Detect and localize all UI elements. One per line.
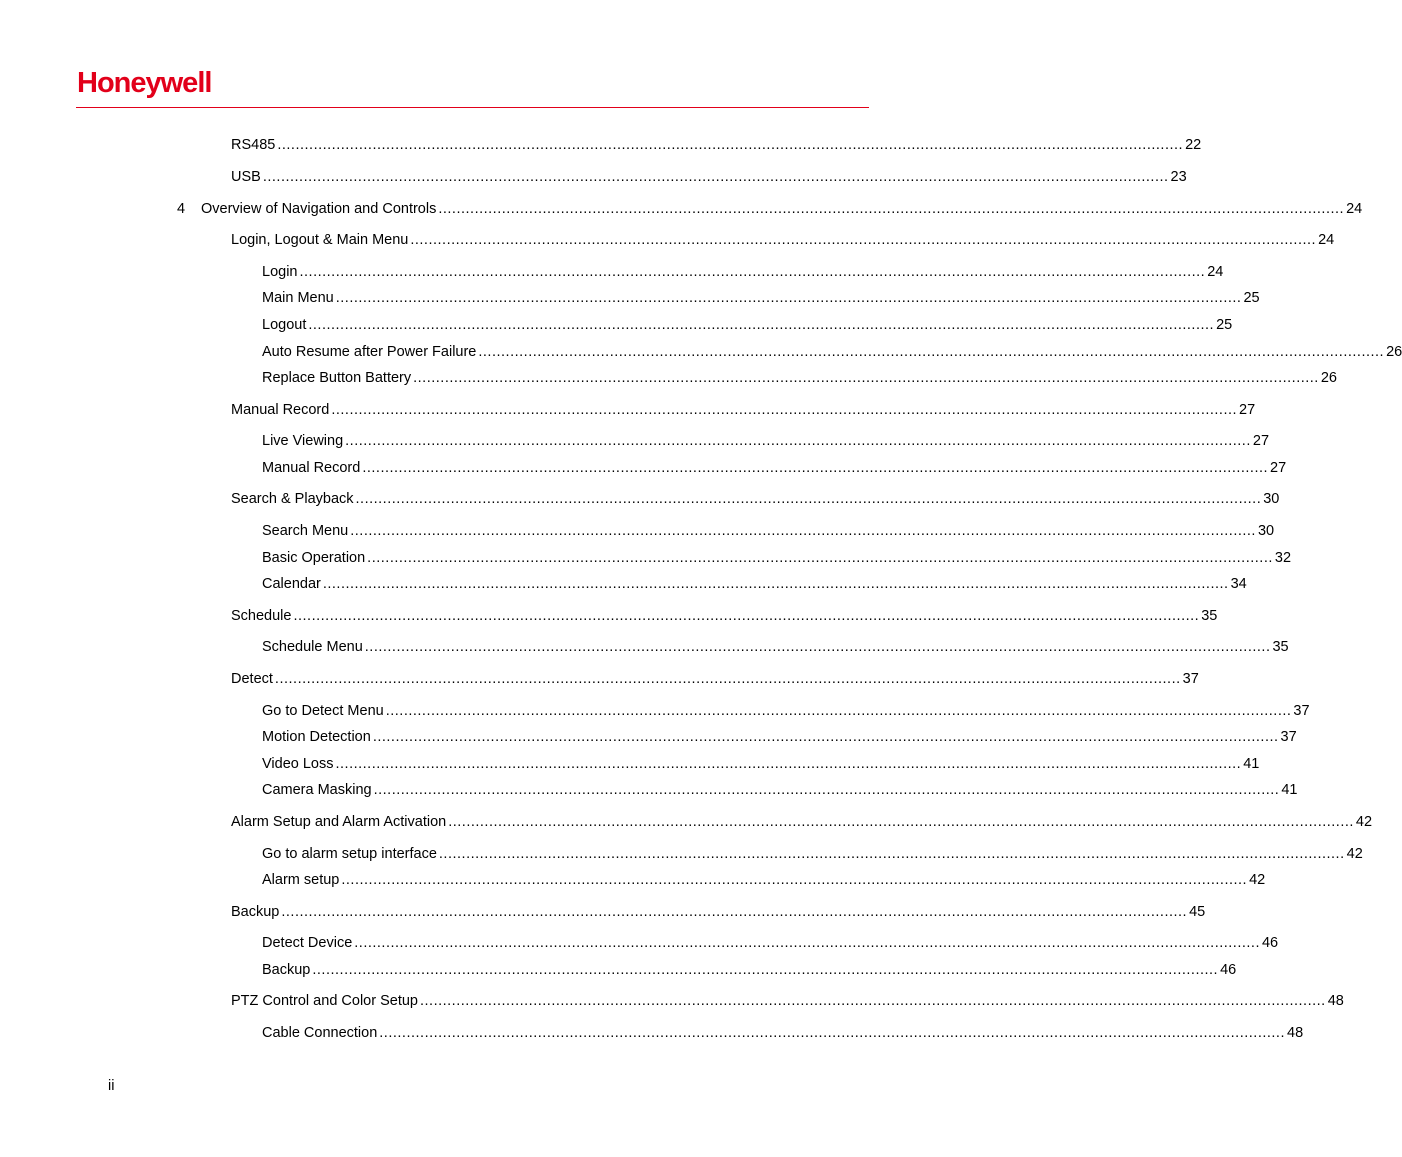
toc-dot-leader: ........................................................................................................................................................................................................ [274, 671, 1181, 687]
toc-entry-title: Cable Connection [262, 1025, 378, 1041]
toc-dot-leader: ........................................................................................................................................................................................................ [364, 639, 1271, 655]
toc-dot-leader: ........................................................................................................................................................................................................ [355, 491, 1262, 507]
toc-entry-title: Motion Detection [262, 729, 371, 745]
toc-page-number: 23 [1170, 169, 1187, 185]
toc-dot-leader: ........................................................................................................................................................................................................ [478, 344, 1385, 360]
toc-dot-leader: ........................................................................................................................................................................................................ [299, 264, 1206, 280]
honeywell-logo: Honeywell [77, 67, 212, 99]
toc-dot-leader: ........................................................................................................................................................................................................ [331, 402, 1238, 418]
toc-entry-title: Replace Button Battery [262, 370, 412, 386]
toc-entry[interactable] [262, 458, 1287, 478]
toc-page-number: 42 [1346, 846, 1363, 862]
toc-dot-leader: ........................................................................................................................................................................................................ [277, 137, 1184, 153]
toc-entry-title: Schedule Menu [262, 639, 363, 655]
toc-entry[interactable] [231, 230, 1335, 250]
toc-dot-leader: ........................................................................................................................................................................................................ [281, 904, 1188, 920]
toc-dot-leader: ........................................................................................................................................................................................................ [372, 729, 1279, 745]
toc-page-number: 42 [1355, 814, 1373, 830]
toc-entry-title: PTZ Control and Color Setup [231, 993, 418, 1009]
toc-entry-title: Login [262, 264, 298, 280]
toc-entry[interactable] [177, 199, 1363, 219]
toc-dot-leader: ........................................................................................................................................................................................................ [379, 1025, 1285, 1041]
toc-entry[interactable] [262, 342, 1402, 362]
toc-page-number: 48 [1327, 993, 1344, 1009]
toc-entry[interactable] [262, 960, 1237, 980]
toc-entry-title: Backup [262, 962, 311, 978]
toc-page-number: 24 [1318, 232, 1335, 248]
toc-entry-title: Overview of Navigation and Controls [201, 201, 437, 217]
toc-page-number: 30 [1257, 523, 1275, 539]
toc-entry[interactable] [231, 669, 1199, 689]
toc-entry-title: Live Viewing [262, 433, 344, 449]
toc-entry-title: Schedule [231, 608, 292, 624]
toc-entry[interactable] [262, 727, 1297, 747]
toc-entry[interactable] [262, 521, 1275, 541]
toc-entry-title: RS485 [231, 137, 276, 153]
toc-dot-leader: ........................................................................................................................................................................................................ [373, 782, 1280, 798]
toc-page-number: 27 [1239, 402, 1256, 418]
toc-entry-title: Alarm Setup and Alarm Activation [231, 814, 447, 830]
toc-entry[interactable] [231, 902, 1206, 922]
toc-entry[interactable] [262, 315, 1233, 335]
toc-dot-leader: ........................................................................................................................................................................................................ [312, 962, 1219, 978]
toc-dot-leader: ........................................................................................................................................................................................................ [308, 317, 1215, 333]
toc-entry[interactable] [231, 991, 1344, 1011]
toc-page-number: 24 [1207, 264, 1224, 280]
toc-entry-title: Basic Operation [262, 550, 366, 566]
toc-page-number: 41 [1281, 782, 1298, 798]
toc-entry[interactable] [231, 812, 1373, 832]
toc-dot-leader: ........................................................................................................................................................................................................ [367, 550, 1273, 566]
toc-page-number: 46 [1261, 935, 1279, 951]
toc-entry-title: Manual Record [262, 460, 361, 476]
toc-entry-title: Main Menu [262, 290, 334, 306]
toc-page-number: 41 [1243, 756, 1260, 772]
toc-page-number: 37 [1182, 671, 1199, 687]
toc-dot-leader: ........................................................................................................................................................................................................ [293, 608, 1200, 624]
toc-entry[interactable] [231, 135, 1202, 155]
toc-page-number: 35 [1201, 608, 1218, 624]
toc-entry[interactable] [262, 637, 1289, 657]
toc-chapter-number: 4 [177, 201, 186, 217]
toc-entry-title: Go to Detect Menu [262, 703, 384, 719]
toc-entry[interactable] [262, 368, 1337, 388]
toc-entry[interactable] [262, 701, 1310, 721]
toc-entry-title: Detect [231, 671, 273, 687]
toc-page-number: 34 [1230, 576, 1247, 592]
toc-entry[interactable] [262, 870, 1266, 890]
toc-dot-leader: ........................................................................................................................................................................................................ [345, 433, 1251, 449]
toc-dot-leader: ........................................................................................................................................................................................................ [410, 232, 1317, 248]
toc-entry-title: Backup [231, 904, 280, 920]
toc-entry[interactable] [262, 780, 1298, 800]
toc-entry-title: Logout [262, 317, 307, 333]
toc-entry-title: Login, Logout & Main Menu [231, 232, 409, 248]
toc-page-number: 30 [1263, 491, 1280, 507]
footer-page-number: ii [108, 1078, 115, 1094]
toc-dot-leader: ........................................................................................................................................................................................................ [438, 201, 1345, 217]
toc-page-number: 37 [1293, 703, 1310, 719]
toc-page-number: 26 [1320, 370, 1337, 386]
toc-entry[interactable] [262, 548, 1292, 568]
toc-dot-leader: ........................................................................................................................................................................................................ [362, 460, 1269, 476]
toc-page-number: 26 [1386, 344, 1402, 360]
toc-entry[interactable] [262, 288, 1260, 308]
toc-entry[interactable] [231, 606, 1218, 626]
toc-page-number: 24 [1346, 201, 1363, 217]
toc-entry-title: USB [231, 169, 261, 185]
toc-page-number: 48 [1287, 1025, 1304, 1041]
toc-entry[interactable] [231, 400, 1256, 420]
toc-dot-leader: ........................................................................................................................................................................................................ [322, 576, 1229, 592]
toc-entry[interactable] [231, 167, 1187, 187]
toc-entry-title: Calendar [262, 576, 321, 592]
toc-page-number: 32 [1274, 550, 1292, 566]
toc-entry-title: Alarm setup [262, 872, 340, 888]
toc-page-number: 27 [1252, 433, 1270, 449]
toc-dot-leader: ........................................................................................................................................................................................................ [341, 872, 1248, 888]
toc-entry[interactable] [262, 1023, 1304, 1043]
toc-page-number: 42 [1249, 872, 1266, 888]
toc-entry[interactable] [262, 933, 1279, 953]
toc-page-number: 35 [1272, 639, 1289, 655]
toc-entry[interactable] [262, 262, 1224, 282]
toc-dot-leader: ........................................................................................................................................................................................................ [448, 814, 1354, 830]
toc-entry[interactable] [262, 754, 1260, 774]
toc-entry-title: Search & Playback [231, 491, 354, 507]
toc-page-number: 46 [1220, 962, 1237, 978]
toc-dot-leader: ........................................................................................................................................................................................................ [350, 523, 1256, 539]
toc-page-number: 25 [1243, 290, 1260, 306]
toc-entry-title: Video Loss [262, 756, 334, 772]
toc-entry-title: Detect Device [262, 935, 353, 951]
toc-page-number: 27 [1270, 460, 1287, 476]
toc-dot-leader: ........................................................................................................................................................................................................ [262, 169, 1169, 185]
toc-entry-title: Search Menu [262, 523, 349, 539]
toc-entry[interactable] [262, 844, 1363, 864]
toc-dot-leader: ........................................................................................................................................................................................................ [354, 935, 1260, 951]
toc-entry-title: Go to alarm setup interface [262, 846, 437, 862]
toc-dot-leader: ........................................................................................................................................................................................................ [335, 756, 1242, 772]
toc-page-number: 25 [1216, 317, 1233, 333]
toc-entry[interactable] [231, 489, 1280, 509]
toc-entry-title: Manual Record [231, 402, 330, 418]
toc-dot-leader: ........................................................................................................................................................................................................ [413, 370, 1319, 386]
toc-page-number: 37 [1280, 729, 1297, 745]
toc-dot-leader: ........................................................................................................................................................................................................ [419, 993, 1326, 1009]
toc-entry-title: Camera Masking [262, 782, 372, 798]
toc-dot-leader: ........................................................................................................................................................................................................ [335, 290, 1242, 306]
toc-dot-leader: ........................................................................................................................................................................................................ [438, 846, 1345, 862]
toc-dot-leader: ........................................................................................................................................................................................................ [385, 703, 1292, 719]
toc-page-number: 22 [1185, 137, 1202, 153]
toc-entry[interactable] [262, 431, 1270, 451]
toc-entry[interactable] [262, 574, 1247, 594]
toc-entry-title: Auto Resume after Power Failure [262, 344, 477, 360]
toc-page-number: 45 [1189, 904, 1206, 920]
